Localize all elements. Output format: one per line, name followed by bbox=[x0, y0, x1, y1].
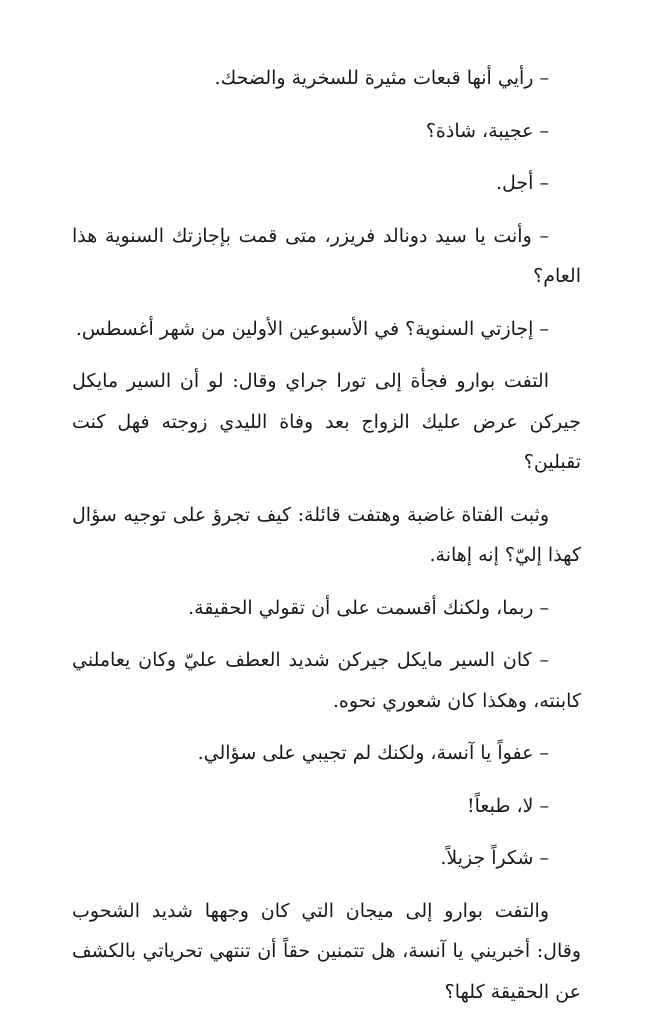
paragraph: – كان السير مايكل جيركن شديد العطف عليّ وكان يعاملني كابنته، وهكذا كان شعوري نحوه. bbox=[72, 649, 581, 712]
paragraph: – عفواً يا آنسة، ولكنك لم تجيبي على سؤالي. bbox=[197, 742, 549, 764]
paragraph: – ربما، ولكنك أقسمت على أن تقولي الحقيقة. bbox=[188, 596, 549, 619]
paragraph: – إجازتي السنوية؟ في الأسبوعين الأولين من شهر أغسطس. bbox=[75, 317, 549, 340]
paragraph: التفت بوارو فجأة إلى تورا جراي وقال: لو أن السير مايكل جيركن عرض عليك الزواج بعد وفاة الليدي زوجته فهل كنت تقبلين؟ bbox=[72, 370, 581, 473]
paragraph: – أجل. bbox=[496, 172, 549, 194]
paragraph: – وأنت يا سيد دونالد فريزر، متى قمت بإجازتك السنوية هذا العام؟ bbox=[72, 224, 581, 287]
paragraph: – رأيي أنها قبعات مثيرة للسخرية والضحك. bbox=[214, 67, 549, 89]
paragraph: والتفت بوارو إلى ميجان التي كان وجهها شديد الشحوب وقال: أخبريني يا آنسة، هل تتمنين حقاً أن تنتهي تحرياتي بالكشف عن الحقيقة كلها؟ bbox=[72, 899, 581, 1003]
paragraph: – شكراً جزيلاً. bbox=[440, 847, 549, 869]
paragraph: – لا، طبعاً! bbox=[467, 794, 549, 817]
paragraph: – عجيبة، شاذة؟ bbox=[425, 119, 549, 142]
paragraph: وثبت الفتاة غاضبة وهتفت قائلة: كيف تجرؤ على توجيه سؤال كهذا إليّ؟ إنه إهانة. bbox=[72, 503, 581, 566]
body-text bbox=[72, 58, 581, 1024]
